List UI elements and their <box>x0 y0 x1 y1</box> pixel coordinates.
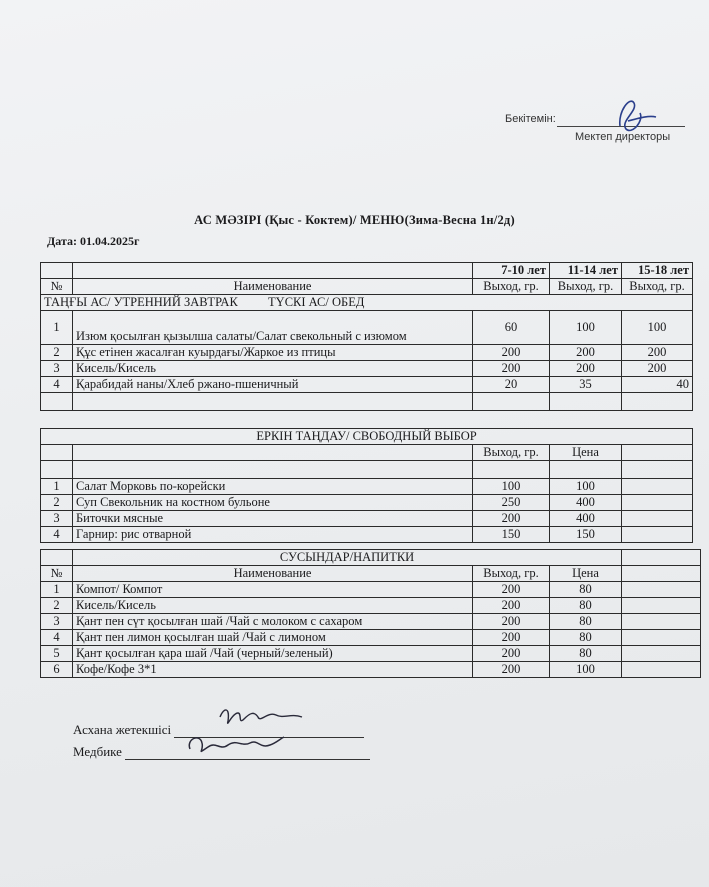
num-header: № <box>41 566 73 582</box>
yield-value: 20 <box>473 377 550 393</box>
section-header <box>41 295 693 311</box>
free-choice-title: ЕРКІН ТАҢДАУ/ СВОБОДНЫЙ ВЫБОР <box>41 429 693 445</box>
price-value: 80 <box>550 598 622 614</box>
table-row <box>41 527 693 543</box>
director-signature <box>600 91 660 141</box>
row-num: 3 <box>41 614 73 630</box>
approval-block <box>505 113 695 153</box>
age-group-1: 7-10 лет <box>473 263 550 279</box>
row-num: 4 <box>41 630 73 646</box>
row-num: 2 <box>41 598 73 614</box>
row-num: 2 <box>41 495 73 511</box>
yield-header: Выход, гр. <box>473 445 550 461</box>
table-row <box>41 377 693 393</box>
price-value: 80 <box>550 614 622 630</box>
price-value: 100 <box>550 662 622 678</box>
yield-value: 200 <box>473 361 550 377</box>
section-lunch: ТҮСКІ АС/ ОБЕД <box>268 295 365 310</box>
drink-name: Компот/ Компот <box>73 582 473 598</box>
age-group-3: 15-18 лет <box>622 263 693 279</box>
menu-title: АС МӘЗІРІ (Қыс - Коктем)/ МЕНЮ(Зима-Весна 1н/2д) <box>194 213 515 227</box>
nurse-label: Медбике <box>73 744 122 759</box>
yield-header: Выход, гр. <box>622 279 693 295</box>
handwritten-signatures <box>180 703 310 765</box>
yield-value: 40 <box>622 377 693 393</box>
row-num: 5 <box>41 646 73 662</box>
row-num: 1 <box>41 311 73 345</box>
yield-header: Выход, гр. <box>473 279 550 295</box>
table-row <box>41 582 701 598</box>
row-num: 6 <box>41 662 73 678</box>
price-header: Цена <box>550 566 622 582</box>
price-value: 400 <box>550 495 622 511</box>
table-row <box>41 662 701 678</box>
yield-value: 250 <box>473 495 550 511</box>
price-value: 80 <box>550 646 622 662</box>
table-row <box>41 311 693 345</box>
row-num: 1 <box>41 479 73 495</box>
row-num: 2 <box>41 345 73 361</box>
drink-name: Қант қосылған қара шай /Чай (черный/зеленый) <box>73 646 473 662</box>
dish-name: Құс етінен жасалған куырдағы/Жаркое из птицы <box>73 345 473 361</box>
drink-name: Қант пен сүт қосылған шай /Чай с молоком с сахаром <box>73 614 473 630</box>
price-value: 400 <box>550 511 622 527</box>
dish-name: Биточки мясные <box>73 511 473 527</box>
dish-name: Кисель/Кисель <box>73 361 473 377</box>
yield-value: 200 <box>473 646 550 662</box>
price-value: 100 <box>550 479 622 495</box>
table-row <box>41 614 701 630</box>
table-row <box>41 361 693 377</box>
yield-value: 200 <box>473 630 550 646</box>
menu-date: Дата: 01.04.2025г <box>47 234 140 248</box>
price-value: 150 <box>550 527 622 543</box>
table-row <box>41 646 701 662</box>
yield-value: 200 <box>473 511 550 527</box>
row-num: 4 <box>41 527 73 543</box>
yield-value: 200 <box>622 345 693 361</box>
dish-name: Суп Свекольник на костном бульоне <box>73 495 473 511</box>
yield-value: 200 <box>473 662 550 678</box>
yield-value: 200 <box>473 582 550 598</box>
yield-value: 200 <box>473 614 550 630</box>
yield-value: 200 <box>550 345 622 361</box>
table-row <box>41 630 701 646</box>
main-menu-table <box>40 262 693 411</box>
price-value: 80 <box>550 582 622 598</box>
row-num: 1 <box>41 582 73 598</box>
row-num: 4 <box>41 377 73 393</box>
drinks-table <box>40 549 701 678</box>
num-header: № <box>41 279 73 295</box>
drink-name: Кисель/Кисель <box>73 598 473 614</box>
name-header: Наименование <box>73 279 473 295</box>
approval-label: Бекітемін: <box>505 113 556 125</box>
yield-value: 200 <box>550 361 622 377</box>
cook-label: Асхана жетекшісі <box>73 722 172 737</box>
free-choice-table <box>40 428 693 543</box>
yield-value: 100 <box>622 311 693 345</box>
price-header: Цена <box>550 445 622 461</box>
dish-name: Изюм қосылған қызылша салаты/Салат свекольный с изюмом <box>73 311 473 345</box>
yield-value: 100 <box>473 479 550 495</box>
row-num: 3 <box>41 361 73 377</box>
dish-name: Қарабидай наны/Хлеб ржано-пшеничный <box>73 377 473 393</box>
yield-value: 150 <box>473 527 550 543</box>
dish-name: Гарнир: рис отварной <box>73 527 473 543</box>
drink-name: Қант пен лимон қосылған шай /Чай с лимоном <box>73 630 473 646</box>
yield-header: Выход, гр. <box>473 566 550 582</box>
price-value: 80 <box>550 630 622 646</box>
yield-value: 60 <box>473 311 550 345</box>
age-group-2: 11-14 лет <box>550 263 622 279</box>
drinks-title: СУСЫНДАР/НАПИТКИ <box>73 550 622 566</box>
drink-name: Кофе/Кофе 3*1 <box>73 662 473 678</box>
yield-value: 200 <box>473 345 550 361</box>
yield-value: 100 <box>550 311 622 345</box>
table-row <box>41 479 693 495</box>
approval-position: Мектеп директоры <box>575 131 671 143</box>
table-row <box>41 495 693 511</box>
table-row <box>41 511 693 527</box>
row-num: 3 <box>41 511 73 527</box>
section-breakfast: ТАҢҒЫ АС/ УТРЕННИЙ ЗАВТРАК <box>44 295 238 310</box>
yield-value: 35 <box>550 377 622 393</box>
yield-value: 200 <box>473 598 550 614</box>
yield-header: Выход, гр. <box>550 279 622 295</box>
name-header: Наименование <box>73 566 473 582</box>
dish-name: Салат Морковь по-корейски <box>73 479 473 495</box>
table-row <box>41 345 693 361</box>
table-row <box>41 598 701 614</box>
yield-value: 200 <box>622 361 693 377</box>
